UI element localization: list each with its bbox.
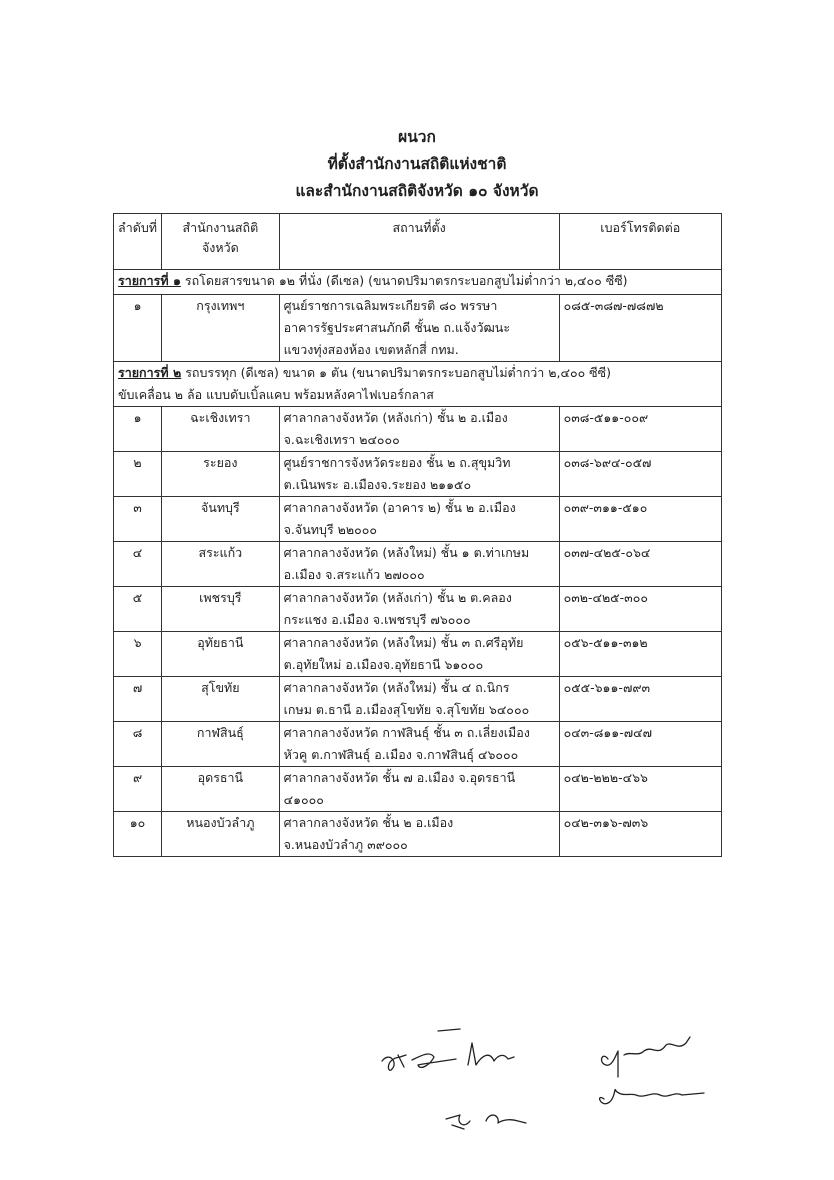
address-line: ศาลากลางจังหวัด (หลังเก่า) ชั้น ๒ ต.คลอง	[283, 590, 512, 605]
signatures	[360, 1015, 720, 1135]
col-header-office-line1: สำนักงานสถิติ	[182, 220, 259, 235]
table-row	[114, 295, 722, 362]
phone-cell: ๐๕๖-๕๑๑-๓๑๒	[559, 632, 721, 677]
address-line: จ.ฉะเชิงเทรา ๒๔๐๐๐	[283, 432, 400, 447]
address-line: ศาลากลางจังหวัด ชั้น ๒ อ.เมือง	[283, 815, 454, 830]
order-cell: ๑	[114, 295, 162, 362]
address-cell	[279, 542, 559, 587]
section-label: รายการที่ ๑	[118, 273, 181, 288]
office-cell: เพชรบุรี	[162, 587, 280, 632]
phone-cell: ๐๔๒-๒๒๒-๔๖๖	[559, 767, 721, 812]
address-cell	[279, 452, 559, 497]
address-line: กระแชง อ.เมือง จ.เพชรบุรี ๗๖๐๐๐	[283, 612, 471, 627]
address-cell	[279, 812, 559, 857]
address-line: จ.จันทบุรี ๒๒๐๐๐	[283, 522, 378, 537]
table-row	[114, 587, 722, 632]
phone-cell: ๐๓๘-๕๑๑-๐๐๙	[559, 407, 721, 452]
section-cell	[114, 270, 722, 295]
table-row	[114, 497, 722, 542]
document-header	[0, 124, 834, 205]
address-line: จ.หนองบัวลำภู ๓๙๐๐๐	[283, 837, 408, 852]
table-row	[114, 407, 722, 452]
address-line: ศาลากลางจังหวัด (หลังใหม่) ชั้น ๔ ถ.นิกร	[283, 680, 510, 695]
address-cell	[279, 295, 559, 362]
phone-cell: ๐๔๓-๘๑๑-๗๔๗	[559, 722, 721, 767]
office-cell: กาฬสินธุ์	[162, 722, 280, 767]
table-row	[114, 677, 722, 722]
address-cell	[279, 632, 559, 677]
section-row	[114, 270, 722, 295]
signature-1	[382, 1055, 406, 1070]
address-cell	[279, 677, 559, 722]
col-header-order: ลำดับที่	[114, 214, 162, 270]
signature-4	[602, 1037, 690, 1077]
address-line: ศาลากลางจังหวัด (อาคาร ๒) ชั้น ๒ อ.เมือง	[283, 500, 516, 515]
order-cell: ๘	[114, 722, 162, 767]
order-cell: ๖	[114, 632, 162, 677]
phone-cell: ๐๓๗-๔๒๕-๐๖๔	[559, 542, 721, 587]
table-header-row	[114, 214, 722, 270]
address-cell	[279, 767, 559, 812]
section-text: รถบรรทุก (ดีเซล) ขนาด ๑ ตัน (ขนาดปริมาตรกระบอกสูบไม่ต่ำกว่า ๒,๔๐๐ ซีซี)	[185, 365, 612, 380]
office-cell: จันทบุรี	[162, 497, 280, 542]
order-cell: ๑๐	[114, 812, 162, 857]
phone-cell: ๐๓๘-๖๙๔-๐๕๗	[559, 452, 721, 497]
office-cell: สระแก้ว	[162, 542, 280, 587]
section-label: รายการที่ ๒	[118, 365, 182, 380]
phone-cell: ๐๓๒-๔๒๕-๓๐๐	[559, 587, 721, 632]
signature-3	[468, 1043, 514, 1065]
sub-title: และสำนักงานสถิติจังหวัด ๑๐ จังหวัด	[295, 182, 539, 200]
order-cell: ๙	[114, 767, 162, 812]
address-line: หัวคู ต.กาฬสินธุ์ อ.เมือง จ.กาฬสินธุ์ ๔๖๐๐๐	[283, 747, 519, 762]
phone-cell: ๐๔๒-๓๑๖-๗๓๖	[559, 812, 721, 857]
order-cell: ๒	[114, 452, 162, 497]
office-cell: สุโขทัย	[162, 677, 280, 722]
table-row	[114, 722, 722, 767]
address-line: ศูนย์ราชการเฉลิมพระเกียรติ ๘๐ พรรษา	[283, 298, 498, 313]
col-header-location: สถานที่ตั้ง	[279, 214, 559, 270]
table-row	[114, 452, 722, 497]
col-header-office-line2: จังหวัด	[201, 240, 239, 255]
address-line: ต.เนินพระ อ.เมืองจ.ระยอง ๒๑๑๕๐	[283, 477, 472, 492]
section-row	[114, 362, 722, 407]
section-cell	[114, 362, 722, 407]
order-cell: ๓	[114, 497, 162, 542]
office-cell: อุทัยธานี	[162, 632, 280, 677]
signature-6	[446, 1115, 526, 1129]
order-cell: ๗	[114, 677, 162, 722]
address-line: ศาลากลางจังหวัด กาฬสินธุ์ ชั้น ๓ ถ.เลี่ยงเมือง	[283, 725, 530, 740]
address-cell	[279, 722, 559, 767]
col-header-office	[162, 214, 280, 270]
address-line: ศาลากลางจังหวัด (หลังใหม่) ชั้น ๑ ต.ท่าเกษม	[283, 545, 530, 560]
office-cell: ฉะเชิงเทรา	[162, 407, 280, 452]
section-text: รถโดยสารขนาด ๑๒ ที่นั่ง (ดีเซล) (ขนาดปริมาตรกระบอกสูบไม่ต่ำกว่า ๒,๔๐๐ ซีซี)	[184, 273, 628, 288]
address-line: ศูนย์ราชการจังหวัดระยอง ชั้น ๒ ถ.สุขุมวิท	[283, 455, 511, 470]
table-row	[114, 812, 722, 857]
address-line: ศาลากลางจังหวัด (หลังเก่า) ชั้น ๒ อ.เมือง	[283, 410, 508, 425]
address-line: ๔๑๐๐๐	[283, 792, 324, 807]
office-cell: กรุงเทพฯ	[162, 295, 280, 362]
annex-title: ผนวก	[398, 128, 436, 146]
address-cell	[279, 407, 559, 452]
address-line: ศาลากลางจังหวัด (หลังใหม่) ชั้น ๓ ถ.ศรีอุทัย	[283, 635, 524, 650]
order-cell: ๔	[114, 542, 162, 587]
locations-table	[113, 213, 722, 857]
main-title: ที่ตั้งสำนักงานสถิติแห่งชาติ	[327, 155, 507, 173]
col-header-phone: เบอร์โทรติดต่อ	[559, 214, 721, 270]
table-row	[114, 542, 722, 587]
office-cell: หนองบัวลำภู	[162, 812, 280, 857]
address-line: อ.เมือง จ.สระแก้ว ๒๗๐๐๐	[283, 567, 425, 582]
phone-cell: ๐๓๙-๓๑๑-๕๑๐	[559, 497, 721, 542]
address-line: อาคารรัฐประศาสนภักดี ชั้น๒ ถ.แจ้งวัฒนะ	[283, 320, 511, 335]
office-cell: ระยอง	[162, 452, 280, 497]
address-line: ต.อุทัยใหม่ อ.เมืองจ.อุทัยธานี ๖๑๐๐๐	[283, 657, 484, 672]
table-row	[114, 767, 722, 812]
section-text-line2: ขับเคลื่อน ๒ ล้อ แบบดับเบิ้ลแคบ พร้อมหลังคาไฟเบอร์กลาส	[118, 387, 434, 402]
address-line: ศาลากลางจังหวัด ชั้น ๗ อ.เมือง จ.อุดรธานี	[283, 770, 516, 785]
signature-2	[412, 1029, 460, 1067]
address-line: เกษม ต.ธานี อ.เมืองสุโขทัย จ.สุโขทัย ๖๔๐๐๐	[283, 702, 530, 717]
address-cell	[279, 587, 559, 632]
table-row	[114, 632, 722, 677]
office-cell: อุดรธานี	[162, 767, 280, 812]
order-cell: ๕	[114, 587, 162, 632]
phone-cell: ๐๕๕-๖๑๑-๗๙๓	[559, 677, 721, 722]
order-cell: ๑	[114, 407, 162, 452]
phone-cell: ๐๘๕-๓๘๗-๗๘๗๒	[559, 295, 721, 362]
address-cell	[279, 497, 559, 542]
signature-5	[600, 1090, 704, 1104]
address-line: แขวงทุ่งสองห้อง เขตหลักสี่ กทม.	[283, 342, 459, 357]
